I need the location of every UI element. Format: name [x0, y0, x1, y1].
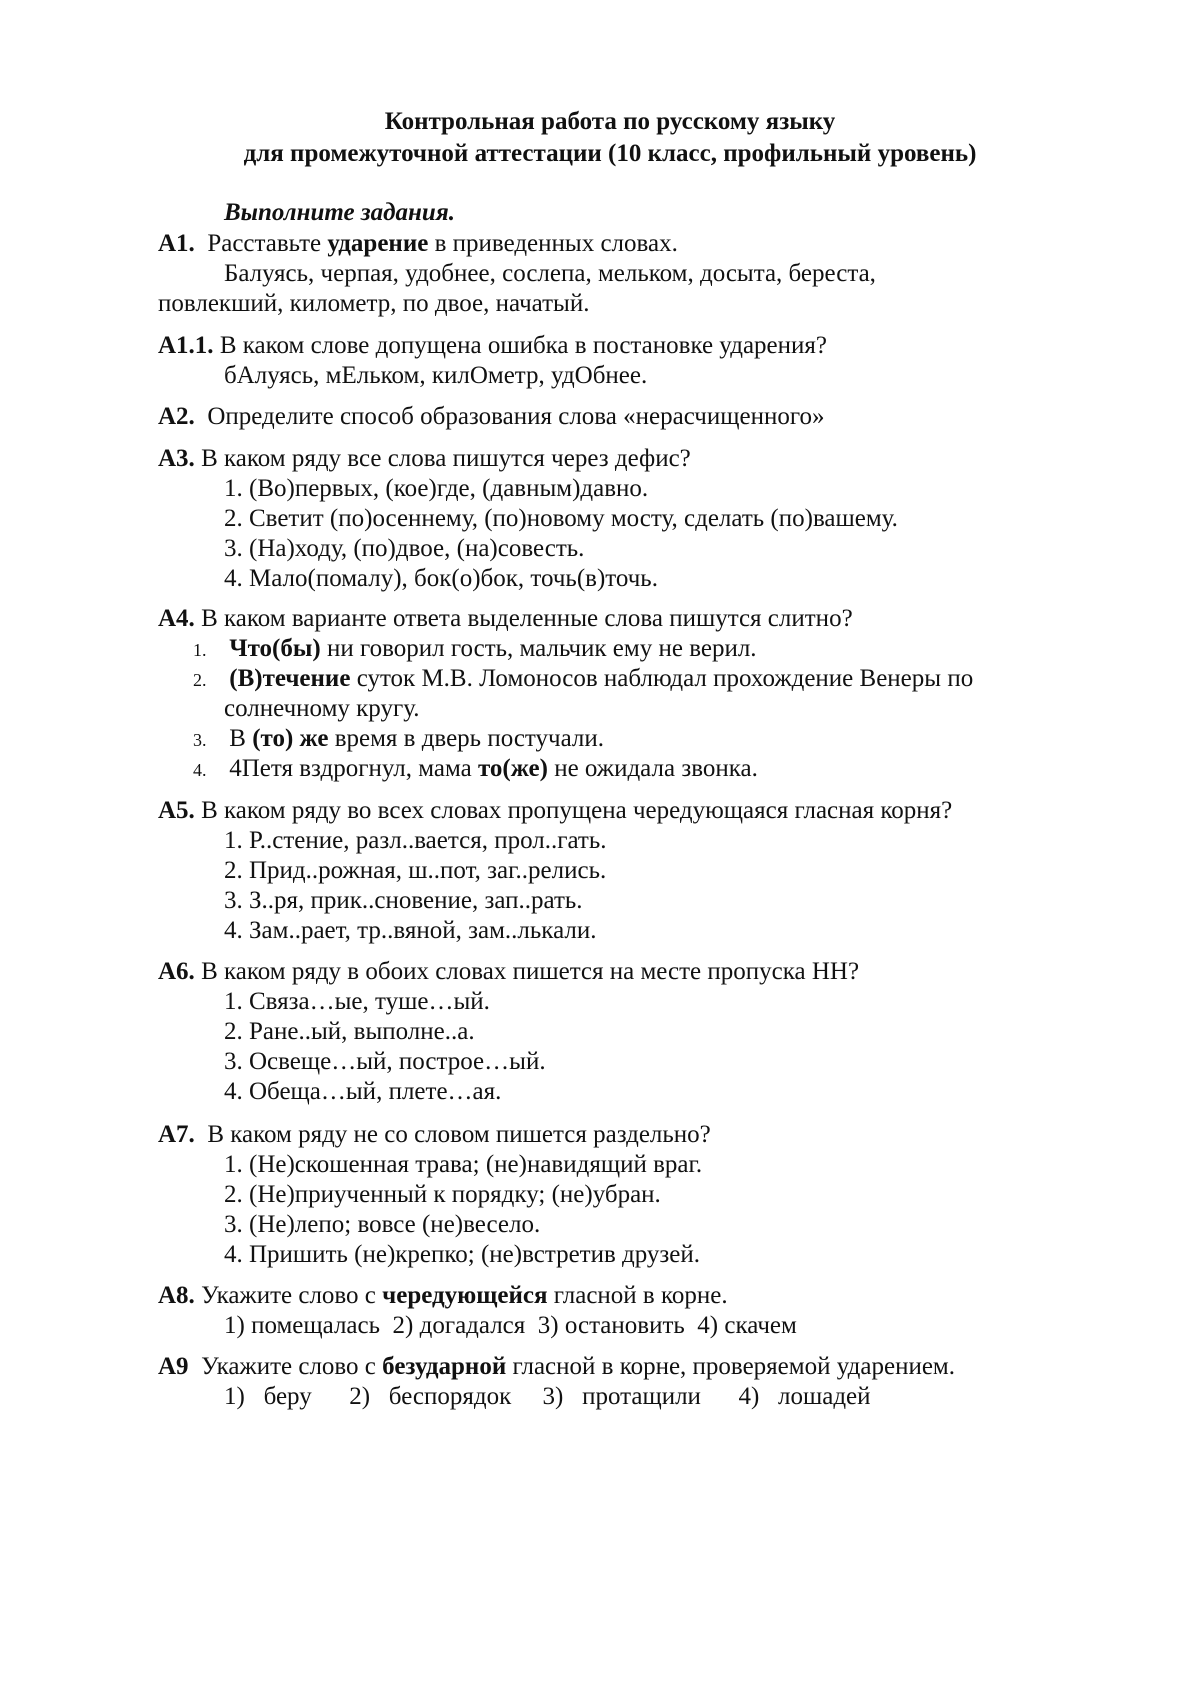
question-text-bold: чередующейся — [382, 1282, 548, 1309]
question-text: Укажите слово с — [201, 1353, 376, 1380]
answer-option: 2. Прид..рожная, ш..пот, заг..релись. — [224, 857, 607, 884]
question-a1 — [158, 228, 678, 260]
option-bold-word: то(же) — [477, 755, 548, 782]
question-label: А9 — [158, 1353, 189, 1380]
question-label: А1. — [158, 230, 195, 257]
question-a7 — [158, 1119, 711, 1151]
option-bold-word: (В)течение — [229, 665, 351, 692]
question-text: Определите способ образования слова «нерасчищенного» — [207, 403, 825, 430]
question-label: А5. — [158, 797, 195, 824]
question-a1-1 — [158, 330, 827, 362]
question-text: В каком ряду не со словом пишется раздельно? — [207, 1121, 711, 1148]
answer-option: 1. (Не)скошенная трава; (не)навидящий враг. — [224, 1151, 703, 1178]
question-label: А4. — [158, 605, 195, 632]
question-text: В каком варианте ответа выделенные слова пишутся слитно? — [201, 605, 853, 632]
document-title-line1: Контрольная работа по русскому языку — [384, 108, 836, 135]
option-number: 2. — [193, 670, 207, 690]
question-a6 — [158, 956, 859, 988]
question-a1-words-line1: Балуясь, черпая, удобнее, сослепа, мельком, досыта, береста, — [224, 260, 876, 287]
answer-option: 1. Р..стение, разл..вается, прол..гать. — [224, 827, 607, 854]
question-text: В каком ряду в обоих словах пишется на месте пропуска НН? — [201, 958, 860, 985]
option-bold-word: (то) же — [252, 725, 329, 752]
question-a1-1-words: бАлуясь, мЕльком, килОметр, удОбнее. — [224, 362, 648, 389]
option-number: 3. — [193, 730, 207, 750]
answer-option — [193, 633, 757, 666]
answer-option: 4. Мало(помалу), бок(о)бок, точь(в)точь. — [224, 565, 658, 592]
answer-option — [193, 753, 758, 786]
question-a2 — [158, 401, 825, 433]
option-number: 1. — [193, 640, 207, 660]
question-label: А1.1. — [158, 332, 214, 359]
answer-option: 2. Светит (по)осеннему, (по)новому мосту, сделать (по)вашему. — [224, 505, 898, 532]
option-text: время в дверь постучали. — [334, 725, 605, 752]
question-text: гласной в корне, проверяемой ударением. — [506, 1353, 955, 1380]
answer-option: 2. (Не)приученный к порядку; (не)убран. — [224, 1181, 661, 1208]
option-bold-word: Что(бы) — [229, 635, 321, 662]
answer-option — [193, 723, 604, 756]
question-label: А3. — [158, 445, 195, 472]
question-text: В каком слове допущена ошибка в постановке ударения? — [219, 332, 828, 359]
question-text: Расставьте — [207, 230, 322, 257]
question-text-bold: ударение — [327, 230, 429, 257]
option-text-continuation: солнечному кругу. — [224, 695, 420, 722]
answer-option: 4. Обеща…ый, плете…ая. — [224, 1078, 502, 1105]
option-text: 4Петя вздрогнул, мама — [229, 755, 472, 782]
option-text: ни говорил гость, мальчик ему не верил. — [326, 635, 757, 662]
question-a9 — [158, 1351, 955, 1383]
option-text: суток М.В. Ломоносов наблюдал прохождение Венеры по — [356, 665, 974, 692]
answer-option — [193, 663, 973, 696]
option-text: В — [229, 725, 246, 752]
question-text: в приведенных словах. — [434, 230, 678, 257]
question-a4 — [158, 603, 853, 635]
answer-option: 4. Пришить (не)крепко; (не)встретив друзей. — [224, 1241, 701, 1268]
answer-option: 1. Связа…ые, туше…ый. — [224, 988, 490, 1015]
answer-option: 4. Зам..рает, тр..вяной, зам..лькали. — [224, 917, 597, 944]
answer-options-row: 1) беру 2) беспорядок 3) протащили 4) лошадей — [224, 1383, 871, 1410]
answer-option: 3. (Не)лепо; вовсе (не)весело. — [224, 1211, 541, 1238]
question-text: В каком ряду все слова пишутся через дефис? — [201, 445, 691, 472]
question-a3 — [158, 443, 691, 475]
answer-option: 3. Освеще…ый, построе…ый. — [224, 1048, 546, 1075]
question-text: В каком ряду во всех словах пропущена чередующаяся гласная корня? — [201, 797, 953, 824]
answer-options-row: 1) помещалась 2) догадался 3) остановить 4) скачем — [224, 1312, 797, 1339]
question-text: Укажите слово с — [201, 1282, 376, 1309]
question-text-bold: безударной — [382, 1353, 507, 1380]
answer-option: 1. (Во)первых, (кое)где, (давным)давно. — [224, 475, 649, 502]
document-title-line2: для промежуточной аттестации (10 класс, профильный уровень) — [243, 140, 977, 167]
answer-option: 2. Ране..ый, выполне..а. — [224, 1018, 475, 1045]
question-label: А2. — [158, 403, 195, 430]
answer-option: 3. З..ря, прик..сновение, зап..рать. — [224, 887, 583, 914]
question-a5 — [158, 795, 952, 827]
question-label: А8. — [158, 1282, 195, 1309]
answer-option: 3. (На)ходу, (по)двое, (на)совесть. — [224, 535, 585, 562]
option-number: 4. — [193, 760, 207, 780]
question-label: А7. — [158, 1121, 195, 1148]
question-label: А6. — [158, 958, 195, 985]
question-a8 — [158, 1280, 728, 1312]
instruction-heading: Выполните задания. — [224, 199, 455, 226]
option-text: не ожидала звонка. — [554, 755, 758, 782]
question-a1-words-line2: повлекший, километр, по двое, начатый. — [158, 290, 590, 317]
question-text: гласной в корне. — [553, 1282, 728, 1309]
